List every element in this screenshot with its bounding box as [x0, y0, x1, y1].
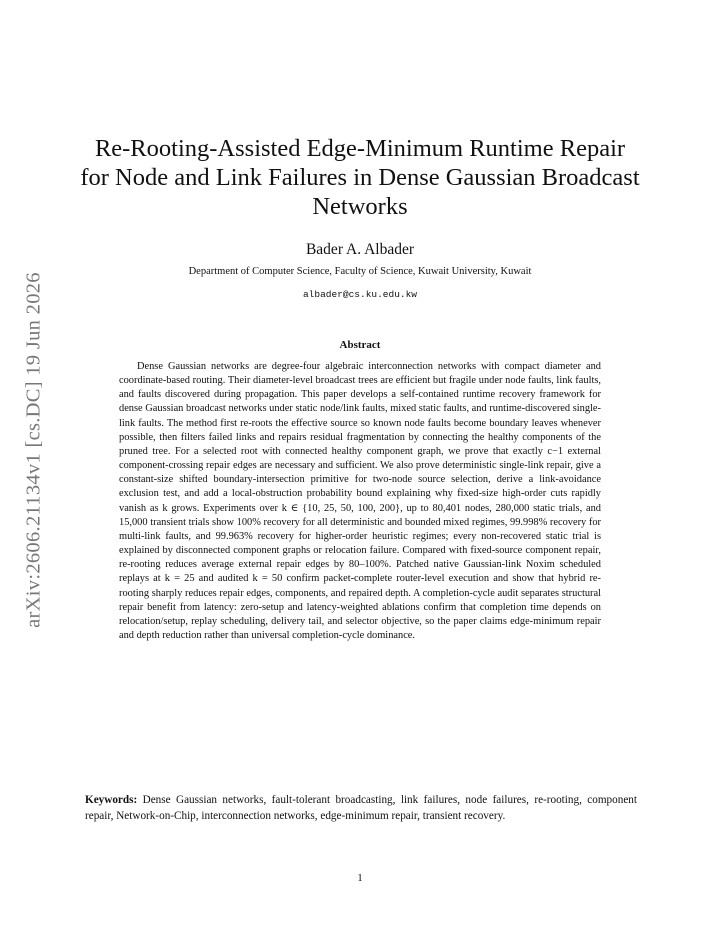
paper-title: Re-Rooting-Assisted Edge-Minimum Runtime Repair for Node and Link Failures in Dense Gaussian Broadcast Networks: [80, 135, 640, 220]
author-email: albader@cs.ku.edu.kw: [302, 289, 418, 300]
abstract-heading: Abstract: [339, 339, 381, 351]
arxiv-identifier: arXiv:2606.21134v1 [cs.DC] 19 Jun 2026: [22, 272, 45, 628]
author-name: Bader A. Albader: [305, 241, 415, 258]
keywords-section: [85, 792, 637, 824]
keywords-text: Dense Gaussian networks, fault-tolerant broadcasting, link failures, node failures, re-rooting, component repair, Network-on-Chip, interconnection networks, edge-minimum repair, transient recovery.: [85, 794, 637, 822]
keywords-label: Keywords:: [85, 794, 138, 806]
abstract-text: Dense Gaussian networks are degree-four algebraic interconnection networks with compact diameter and coordinate-based routing. Their diameter-level broadcast trees are efficient but fragile under node faults, link faults, and faults discovered during propagation. This paper develops a self-contained runtime recovery framework for dense Gaussian broadcast networks under static node/link faults, mixed static faults, and runtime-discovered single-link faults. The method first re-roots the effective source so known node faults become boundary leaves whenever possible, then filters failed links and repairs residual fragmentation by connecting the healthy components of the pruned tree. For a selected root with connected healthy component graph, we prove that exactly c−1 external component-crossing repair edges are necessary and sufficient. We also prove deterministic single-link repair, give a constant-size shifted boundary-intersection primitive for two-node source selection, derive a link-avoidance exclusion test, and add a local-obstruction probability bound explaining why fixed-size high-order cuts rapidly vanish as k grows. Experiments over k ∈ {10, 25, 50, 100, 200}, up to 80,401 nodes, 280,000 static trials, and 15,000 transient trials show 100% recovery for all deterministic and bounded mixed regimes, 99.998% recovery for multi-link faults, and 99.963% recovery for higher-order heuristic regimes; every non-recovered static trial is explained by disconnected component graphs or relocation failure. Compared with fixed-source component repair, re-rooting reduces average external repair edges by 80–100%. Patched native Gaussian-link Noxim scheduled replays at k = 25 and audited k = 50 confirm packet-complete router-level execution and show that hybrid re-rooting sharply reduces repair edges, components, and repaired depth. A completion-cycle audit separates structural repair benefit from latency: zero-setup and latency-weighted ablations confirm that completion time depends on relocation/setup, replay scheduling, delivery tail, and selector objective, so the paper claims edge-minimum repair and depth reduction rather than universal completion-cycle dominance.: [119, 361, 601, 641]
author-affiliation: Department of Computer Science, Faculty of Science, Kuwait University, Kuwait: [188, 266, 532, 277]
page-number: 1: [357, 872, 363, 884]
